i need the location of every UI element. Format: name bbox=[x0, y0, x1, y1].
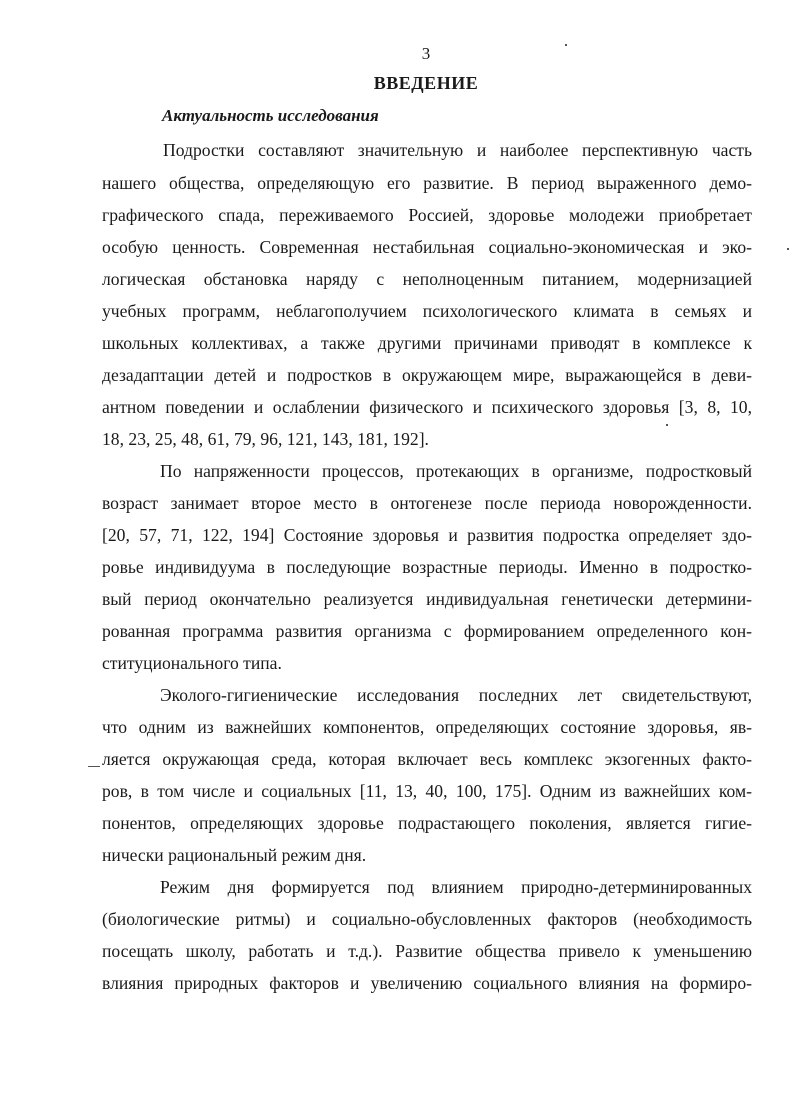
text-line: ров, в том числе и социальных [11, 13, 40, 100, 175]. Одним из важнейших ком- bbox=[102, 781, 752, 801]
text-line: что одним из важнейших компонентов, определяющих состояние здоровья, яв- bbox=[102, 717, 752, 737]
text-line: нически рациональный режим дня. bbox=[102, 845, 367, 865]
text-line: понентов, определяющих здоровье подрастающего поколения, является гигие- bbox=[102, 813, 752, 833]
text-line: рованная программа развития организма с формированием определенного кон- bbox=[102, 621, 752, 641]
text-line: особую ценность. Современная нестабильная социально-экономическая и эко- bbox=[102, 237, 752, 257]
text-line: Подростки составляют значительную и наиболее перспективную часть bbox=[163, 140, 752, 160]
scan-speck bbox=[666, 424, 668, 426]
text-line: 18, 23, 25, 48, 61, 79, 96, 121, 143, 181, 192]. bbox=[102, 429, 429, 449]
scan-speck bbox=[787, 248, 789, 250]
text-line: антном поведении и ослаблении физического и психического здоровья [3, 8, 10, bbox=[102, 397, 752, 417]
text-line: Эколого-гигиенические исследования последних лет свидетельствуют, bbox=[160, 685, 752, 705]
text-line: [20, 57, 71, 122, 194] Состояние здоровья и развития подростка определяет здо- bbox=[102, 525, 752, 545]
text-line: дезадаптации детей и подростков в окружающем мире, выражающейся в деви- bbox=[102, 365, 752, 385]
text-line: школьных коллективах, а также другими причинами приводят в комплексе к bbox=[102, 333, 752, 353]
subsection-heading: Актуальность исследования bbox=[162, 106, 379, 125]
text-line: ровье индивидуума в последующие возрастные периоды. Именно в подростко- bbox=[102, 557, 752, 577]
scan-dash bbox=[88, 766, 100, 767]
text-line: возраст занимает второе место в онтогенезе после периода новорожденности. bbox=[102, 493, 752, 513]
text-line: вый период окончательно реализуется индивидуальная генетически детермини- bbox=[102, 589, 752, 609]
section-title: ВВЕДЕНИЕ bbox=[373, 73, 479, 93]
text-line: ституционального типа. bbox=[102, 653, 282, 673]
text-line: По напряженности процессов, протекающих в организме, подростковый bbox=[160, 461, 752, 481]
text-line: логическая обстановка наряду с неполноценным питанием, модернизацией bbox=[102, 269, 752, 289]
text-line: Режим дня формируется под влиянием природно-детерминированных bbox=[160, 877, 752, 897]
text-line: влияния природных факторов и увеличению социального влияния на формиро- bbox=[102, 973, 752, 993]
text-line: ляется окружающая среда, которая включает весь комплекс экзогенных факто- bbox=[102, 749, 752, 769]
text-line: нашего общества, определяющую его развитие. В период выраженного демо- bbox=[102, 173, 752, 193]
text-line: (биологические ритмы) и социально-обусловленных факторов (необходимость bbox=[102, 909, 752, 929]
text-line: графического спада, переживаемого Россией, здоровье молодежи приобретает bbox=[102, 205, 752, 225]
text-line: посещать школу, работать и т.д.). Развитие общества привело к уменьшению bbox=[102, 941, 752, 961]
text-line: учебных программ, неблагополучием психологического климата в семьях и bbox=[102, 301, 752, 321]
scan-speck bbox=[565, 44, 567, 46]
page-number: 3 bbox=[421, 44, 431, 63]
